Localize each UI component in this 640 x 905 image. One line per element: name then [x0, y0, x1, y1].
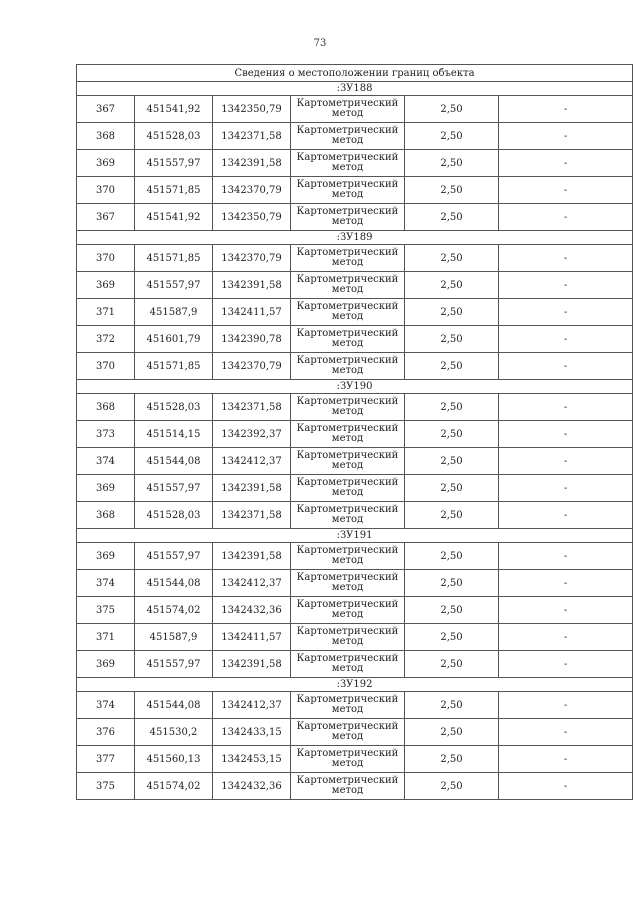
- accuracy-cell: 2,50: [405, 692, 499, 719]
- y-coordinate-cell: 1342350,79: [213, 96, 291, 123]
- x-coordinate-cell: 451557,97: [135, 543, 213, 570]
- point-number-cell: 375: [77, 773, 135, 800]
- table-row: [77, 96, 633, 123]
- x-coordinate-cell: 451601,79: [135, 326, 213, 353]
- point-number-cell: 367: [77, 96, 135, 123]
- accuracy-cell: 2,50: [405, 299, 499, 326]
- method-cell: Картометрический метод: [291, 746, 405, 773]
- section-row: [77, 231, 633, 245]
- x-coordinate-cell: 451541,92: [135, 96, 213, 123]
- method-cell: Картометрический метод: [291, 421, 405, 448]
- note-cell: -: [499, 150, 633, 177]
- note-cell: -: [499, 123, 633, 150]
- table-row: [77, 543, 633, 570]
- point-number-cell: 374: [77, 448, 135, 475]
- accuracy-cell: 2,50: [405, 651, 499, 678]
- table-row: [77, 475, 633, 502]
- y-coordinate-cell: 1342432,36: [213, 597, 291, 624]
- note-cell: -: [499, 746, 633, 773]
- accuracy-cell: 2,50: [405, 597, 499, 624]
- x-coordinate-cell: 451571,85: [135, 353, 213, 380]
- point-number-cell: 372: [77, 326, 135, 353]
- accuracy-cell: 2,50: [405, 502, 499, 529]
- note-cell: -: [499, 570, 633, 597]
- point-number-cell: 368: [77, 123, 135, 150]
- x-coordinate-cell: 451587,9: [135, 624, 213, 651]
- note-cell: -: [499, 651, 633, 678]
- method-cell: Картометрический метод: [291, 624, 405, 651]
- method-cell: Картометрический метод: [291, 204, 405, 231]
- method-cell: Картометрический метод: [291, 123, 405, 150]
- y-coordinate-cell: 1342453,15: [213, 746, 291, 773]
- x-coordinate-cell: 451541,92: [135, 204, 213, 231]
- method-cell: Картометрический метод: [291, 475, 405, 502]
- accuracy-cell: 2,50: [405, 96, 499, 123]
- point-number-cell: 369: [77, 272, 135, 299]
- y-coordinate-cell: 1342390,78: [213, 326, 291, 353]
- note-cell: -: [499, 245, 633, 272]
- accuracy-cell: 2,50: [405, 353, 499, 380]
- method-cell: Картометрический метод: [291, 543, 405, 570]
- method-cell: Картометрический метод: [291, 597, 405, 624]
- y-coordinate-cell: 1342371,58: [213, 394, 291, 421]
- accuracy-cell: 2,50: [405, 773, 499, 800]
- boundary-table: [76, 64, 633, 800]
- point-number-cell: 374: [77, 570, 135, 597]
- page-number: 73: [313, 38, 327, 49]
- y-coordinate-cell: 1342391,58: [213, 150, 291, 177]
- table-row: [77, 773, 633, 800]
- table-row: [77, 502, 633, 529]
- accuracy-cell: 2,50: [405, 719, 499, 746]
- note-cell: -: [499, 421, 633, 448]
- note-cell: -: [499, 353, 633, 380]
- table-row: [77, 719, 633, 746]
- accuracy-cell: 2,50: [405, 245, 499, 272]
- table-body: [77, 65, 633, 800]
- table-row: [77, 299, 633, 326]
- table-row: [77, 353, 633, 380]
- x-coordinate-cell: 451557,97: [135, 272, 213, 299]
- table-title: Сведения о местоположении границ объекта: [77, 65, 633, 82]
- point-number-cell: 377: [77, 746, 135, 773]
- section-row: [77, 380, 633, 394]
- point-number-cell: 369: [77, 150, 135, 177]
- section-row: [77, 82, 633, 96]
- section-name: :ЗУ192: [77, 678, 633, 692]
- table-row: [77, 746, 633, 773]
- table-row: [77, 150, 633, 177]
- point-number-cell: 376: [77, 719, 135, 746]
- x-coordinate-cell: 451544,08: [135, 448, 213, 475]
- y-coordinate-cell: 1342350,79: [213, 204, 291, 231]
- point-number-cell: 367: [77, 204, 135, 231]
- y-coordinate-cell: 1342371,58: [213, 502, 291, 529]
- accuracy-cell: 2,50: [405, 394, 499, 421]
- note-cell: -: [499, 394, 633, 421]
- point-number-cell: 371: [77, 624, 135, 651]
- x-coordinate-cell: 451514,15: [135, 421, 213, 448]
- note-cell: -: [499, 204, 633, 231]
- note-cell: -: [499, 177, 633, 204]
- table-row: [77, 272, 633, 299]
- x-coordinate-cell: 451587,9: [135, 299, 213, 326]
- method-cell: Картометрический метод: [291, 272, 405, 299]
- x-coordinate-cell: 451544,08: [135, 692, 213, 719]
- point-number-cell: 369: [77, 475, 135, 502]
- x-coordinate-cell: 451528,03: [135, 502, 213, 529]
- accuracy-cell: 2,50: [405, 746, 499, 773]
- table-row: [77, 597, 633, 624]
- table-row: [77, 692, 633, 719]
- point-number-cell: 371: [77, 299, 135, 326]
- x-coordinate-cell: 451530,2: [135, 719, 213, 746]
- table-row: [77, 394, 633, 421]
- note-cell: -: [499, 692, 633, 719]
- point-number-cell: 368: [77, 502, 135, 529]
- y-coordinate-cell: 1342370,79: [213, 353, 291, 380]
- y-coordinate-cell: 1342391,58: [213, 543, 291, 570]
- y-coordinate-cell: 1342412,37: [213, 692, 291, 719]
- method-cell: Картометрический метод: [291, 245, 405, 272]
- y-coordinate-cell: 1342412,37: [213, 448, 291, 475]
- y-coordinate-cell: 1342371,58: [213, 123, 291, 150]
- accuracy-cell: 2,50: [405, 177, 499, 204]
- table-row: [77, 448, 633, 475]
- x-coordinate-cell: 451574,02: [135, 597, 213, 624]
- accuracy-cell: 2,50: [405, 570, 499, 597]
- section-row: [77, 678, 633, 692]
- note-cell: -: [499, 773, 633, 800]
- method-cell: Картометрический метод: [291, 692, 405, 719]
- y-coordinate-cell: 1342411,57: [213, 624, 291, 651]
- accuracy-cell: 2,50: [405, 421, 499, 448]
- table-row: [77, 123, 633, 150]
- x-coordinate-cell: 451557,97: [135, 475, 213, 502]
- method-cell: Картометрический метод: [291, 651, 405, 678]
- table-row: [77, 326, 633, 353]
- method-cell: Картометрический метод: [291, 394, 405, 421]
- method-cell: Картометрический метод: [291, 150, 405, 177]
- table-row: [77, 570, 633, 597]
- accuracy-cell: 2,50: [405, 272, 499, 299]
- y-coordinate-cell: 1342391,58: [213, 475, 291, 502]
- note-cell: -: [499, 326, 633, 353]
- y-coordinate-cell: 1342432,36: [213, 773, 291, 800]
- y-coordinate-cell: 1342412,37: [213, 570, 291, 597]
- point-number-cell: 370: [77, 353, 135, 380]
- method-cell: Картометрический метод: [291, 353, 405, 380]
- accuracy-cell: 2,50: [405, 475, 499, 502]
- method-cell: Картометрический метод: [291, 448, 405, 475]
- section-name: :ЗУ189: [77, 231, 633, 245]
- note-cell: -: [499, 502, 633, 529]
- x-coordinate-cell: 451557,97: [135, 150, 213, 177]
- table-row: [77, 177, 633, 204]
- x-coordinate-cell: 451560,13: [135, 746, 213, 773]
- table-row: [77, 651, 633, 678]
- point-number-cell: 369: [77, 651, 135, 678]
- section-name: :ЗУ191: [77, 529, 633, 543]
- table-row: [77, 204, 633, 231]
- y-coordinate-cell: 1342370,79: [213, 245, 291, 272]
- note-cell: -: [499, 597, 633, 624]
- x-coordinate-cell: 451557,97: [135, 651, 213, 678]
- table-row: [77, 624, 633, 651]
- y-coordinate-cell: 1342411,57: [213, 299, 291, 326]
- y-coordinate-cell: 1342391,58: [213, 272, 291, 299]
- accuracy-cell: 2,50: [405, 543, 499, 570]
- y-coordinate-cell: 1342392,37: [213, 421, 291, 448]
- x-coordinate-cell: 451571,85: [135, 177, 213, 204]
- note-cell: -: [499, 272, 633, 299]
- table-row: [77, 245, 633, 272]
- note-cell: -: [499, 299, 633, 326]
- method-cell: Картометрический метод: [291, 299, 405, 326]
- point-number-cell: 374: [77, 692, 135, 719]
- method-cell: Картометрический метод: [291, 719, 405, 746]
- point-number-cell: 373: [77, 421, 135, 448]
- note-cell: -: [499, 448, 633, 475]
- table-title-row: [77, 65, 633, 82]
- accuracy-cell: 2,50: [405, 123, 499, 150]
- section-row: [77, 529, 633, 543]
- section-name: :ЗУ188: [77, 82, 633, 96]
- x-coordinate-cell: 451571,85: [135, 245, 213, 272]
- method-cell: Картометрический метод: [291, 326, 405, 353]
- method-cell: Картометрический метод: [291, 773, 405, 800]
- method-cell: Картометрический метод: [291, 502, 405, 529]
- y-coordinate-cell: 1342391,58: [213, 651, 291, 678]
- point-number-cell: 370: [77, 177, 135, 204]
- x-coordinate-cell: 451528,03: [135, 123, 213, 150]
- x-coordinate-cell: 451528,03: [135, 394, 213, 421]
- note-cell: -: [499, 475, 633, 502]
- method-cell: Картометрический метод: [291, 96, 405, 123]
- table-row: [77, 421, 633, 448]
- point-number-cell: 370: [77, 245, 135, 272]
- note-cell: -: [499, 719, 633, 746]
- accuracy-cell: 2,50: [405, 624, 499, 651]
- accuracy-cell: 2,50: [405, 204, 499, 231]
- accuracy-cell: 2,50: [405, 150, 499, 177]
- y-coordinate-cell: 1342370,79: [213, 177, 291, 204]
- point-number-cell: 368: [77, 394, 135, 421]
- section-name: :ЗУ190: [77, 380, 633, 394]
- point-number-cell: 369: [77, 543, 135, 570]
- y-coordinate-cell: 1342433,15: [213, 719, 291, 746]
- x-coordinate-cell: 451544,08: [135, 570, 213, 597]
- note-cell: -: [499, 543, 633, 570]
- point-number-cell: 375: [77, 597, 135, 624]
- note-cell: -: [499, 624, 633, 651]
- accuracy-cell: 2,50: [405, 326, 499, 353]
- method-cell: Картометрический метод: [291, 177, 405, 204]
- x-coordinate-cell: 451574,02: [135, 773, 213, 800]
- method-cell: Картометрический метод: [291, 570, 405, 597]
- note-cell: -: [499, 96, 633, 123]
- accuracy-cell: 2,50: [405, 448, 499, 475]
